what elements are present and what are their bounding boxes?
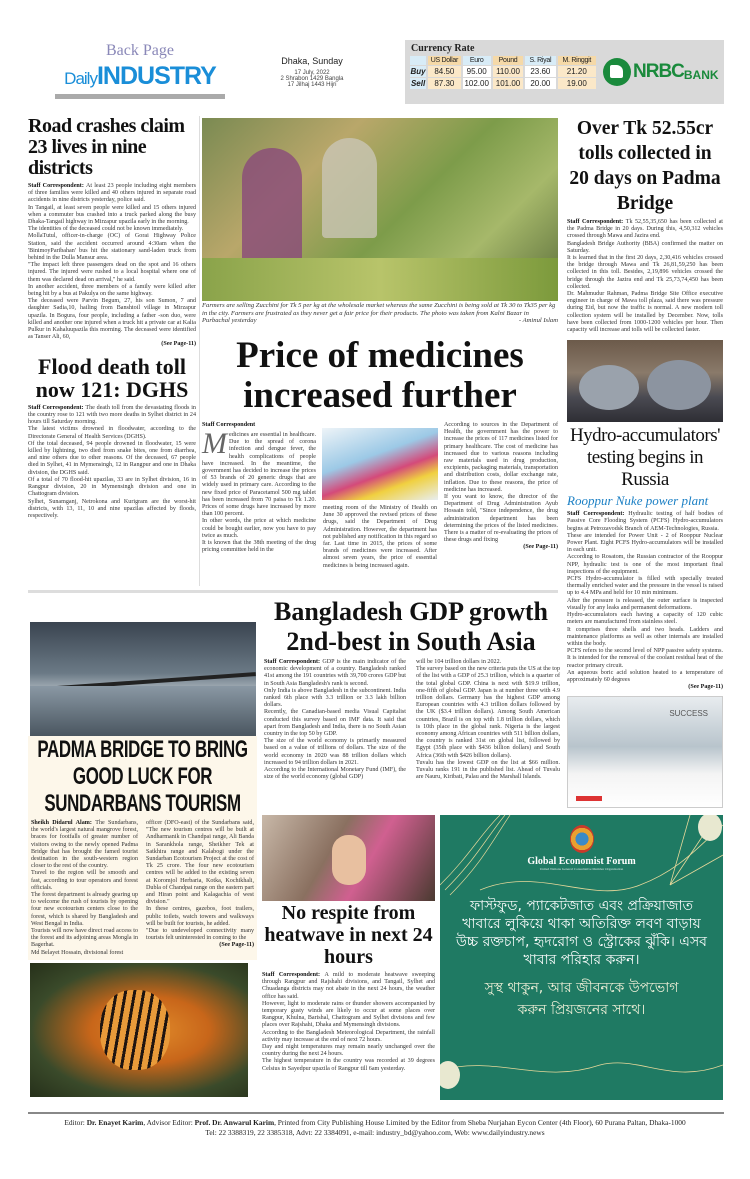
article-body <box>567 511 723 691</box>
bank-suffix: BANK <box>683 67 719 82</box>
masthead <box>55 42 225 107</box>
paragraph: Bangladesh Bridge Authority (BBA) confirmed the matter on Saturday. <box>567 240 723 254</box>
masthead-rule <box>55 94 225 99</box>
rate: 87.30 <box>428 78 460 89</box>
byline: Staff Correspondent <box>202 422 256 428</box>
photo-caption <box>202 302 558 325</box>
paragraph: "Due to undeveloped connectivity many tourists felt uninterested in coming to the <box>146 928 254 942</box>
article-body <box>28 405 196 520</box>
ad-org-subtitle: United Nations General Consultative Member Organization <box>539 867 624 871</box>
caption-text: Farmers are selling Zucchini for Tk 5 per kg at the wholesale market whereas the same Zucchini is being sold at Tk 30 to Tk35 per kg in the city. Farmers are frustrated as they never get a fair price for their products. The photo was taken from Kalni Bazar in Purbachal yesterday <box>202 302 556 325</box>
continue-link[interactable]: (See Page-11) <box>688 684 723 691</box>
paragraph: Recently, the Canadian-based media Visual Capitalist conducted this survey based on IMF data. It said that apart from Bangladesh and India, there is no South Asian country in the top 50 by GDP. <box>264 709 406 738</box>
left-column <box>28 116 196 520</box>
paragraph: The Sundarbans, the world's largest natural mangrove forest, braces for footfalls of greater number of visitors owing to the newly opened Padma Bridge that has brought the famed tourist destination in the south-western region closer to the rest of the country. <box>31 820 138 870</box>
section-divider <box>28 590 558 593</box>
row-label: Buy <box>410 67 426 76</box>
paragraph: Md Belayet Hossain, divisional forest <box>31 949 124 956</box>
paragraph: The size of the world economy is primarily measured based on a value of trillions of dollars. The size of the world economy in 2020 was 88 trillion dollars which increased to 94 trillion dollars in 2021. <box>264 738 406 766</box>
paragraph: Day and night temperatures may remain nearly unchanged over the country during the next 24 hours. <box>262 1044 435 1058</box>
headline-gdp[interactable]: Bangladesh GDP growth 2nd-best in South Asia <box>273 597 548 656</box>
paragraph: These are intended for Power Unit - 2 of Rooppur Nuclear Power Plant. Eight PCFS Hydro-accumulators will be installed in each unit. <box>567 532 723 554</box>
row-label: Sell <box>410 79 426 88</box>
paragraph: It is known that the 38th meeting of the drug pricing committee held in the <box>202 540 316 554</box>
byline: Staff Correspondent: <box>567 511 625 518</box>
subheadline: Rooppur Nuke power plant <box>567 493 709 509</box>
paragraph: edicines are essential in healthcare. Due to the spread of corona infection and dengue fever, the health complications of people have increased. In the meantime, the government has decided to increase the prices of 53 brands of 20 generic drugs that are widely used in primary care. According to the new fixed price of Paracetamol 500 mg tablet has been increased from 70 paisa to Tk 1.20. Prices of some drugs have increased by more than 100 percent. <box>202 432 316 518</box>
lead-photo-zucchini-market <box>202 118 558 301</box>
paragraph: According to sources in the Department of Health, the government has the power to increase the prices of 117 medicines listed for primary healthcare. The cost of medicine has increased due to various reasons including raw materials used in drug production, excipients, packaging materials, transportation and distribution costs, dollar exchange rate, inflation. Due to these reasons, the price of medicine has increased. <box>444 422 558 493</box>
byline: Staff Correspondent: <box>264 659 321 665</box>
paragraph: Tk 52,55,35,650 has been collected at the Padma Bridge in 20 days. During this, 4,50,312 vehicles crossed through Mawa and Jazira end. <box>567 219 723 240</box>
rate: 102.00 <box>464 79 489 88</box>
padma-bridge-photo <box>30 622 256 736</box>
side-advertisement[interactable] <box>567 696 723 808</box>
forum-emblem-icon <box>570 825 594 853</box>
ad-org-name: Global Economist Forum <box>527 856 636 867</box>
paragraphs <box>323 505 437 570</box>
article-padma-tolls <box>567 116 723 334</box>
paragraph: officer (DFO-east) of the Sundarbans said, "The new tourism centres will be built at Andharmanik in Chandpai range, Ali Banda in Sarankhola range, Sheikher Tek at Satkhira range and Kalabogi under the Sundarban Ecotourism Project at the cost of Tk 25 crore. The four new ecotourism centres will be added to the existing seven at Koromjol Herbaria, Kotka, Kochikhali, Dubla of Chandpai range on the eastern part and Hiran point and Kalagachia of west division." <box>146 820 254 906</box>
drop-cap: M <box>202 427 227 460</box>
paragraph: Tuvalu has the lowest GDP on the list at $66 million. Tuvalu ranks 191 in the published list. Ahead of Tuvalu are Nauru, Kiribati, Palau and the Marshall Islands. <box>416 759 560 781</box>
paragraph: The highest temperature in the country was recorded at 39 degrees Celsius in Sayedpur upazila of Rangpur till 6am yesterday. <box>262 1058 435 1072</box>
currency-header: M. Ringgit <box>558 56 596 65</box>
paragraphs <box>28 183 196 341</box>
contact-line: Tel: 22 3388319, 22 3385318, Advt: 22 3384091, e-mail: industry_bd@yahoo.com, Web: www.dailyindustry.news <box>205 1127 545 1137</box>
paragraph: Dr. Mahmudur Rahman, Padma Bridge Site Office executive engineer in charge of Mawa toll plaza, said there was pressure during Eid, but now the traffic is normal. A new modern toll collection system will be installed by December. Now, tolls have been collected from 1000-1200 vehicles per hour. Then capacity will increase and tolls will be collected faster. <box>567 291 723 334</box>
byline: Sheikh Didarul Alam: <box>31 820 92 826</box>
byline: Staff Correspondent: <box>567 219 624 225</box>
rate: 101.00 <box>493 78 523 89</box>
article-column <box>31 820 138 957</box>
headline[interactable]: Over Tk 52.55cr tolls collected in 20 days on Padma Bridge <box>569 118 721 214</box>
paragraphs <box>567 219 723 334</box>
heatwave-photo <box>262 815 435 901</box>
byline: Staff Correspondent: <box>28 404 84 411</box>
paragraph: According to Rosatom, the Russian contractor of the Rooppur NPP, hydraulic test is one of the most important final inspections of the equipment. <box>567 554 723 575</box>
article-hydro <box>567 425 723 691</box>
byline: Staff Correspondent: <box>28 183 84 189</box>
headline[interactable]: Hydro-accumulators' testing begins in Russia <box>569 425 721 491</box>
continue-link[interactable]: (See Page-11) <box>523 544 558 551</box>
paragraphs <box>146 820 254 942</box>
article-gdp <box>264 659 560 781</box>
paragraph: After the pressure is released, the outer surface is inspected visually for any leaks and permanent deformations. <box>567 597 723 611</box>
date-english: 17 July, 2022 <box>294 70 330 76</box>
paragraph: It is learned that in the first 20 days, 2,30,416 vehicles crossed the bridge through Mawa and Tk 26,81,59,250 has been collected in this toll. Besides, 2,19,896 vehicles crossed the bridge through the Jazira end and Tk 25,73,74,450 has been collected. <box>567 255 723 290</box>
currency-header: US Dollar <box>428 56 460 65</box>
paragraph: Of the total deceased, 94 people drowned in floodwater, 15 were killed by lightning, two died from snake bites, one from diarrhea, and nine others due to other reasons. Of the deceased, 67 people died in Sylhet, 41 in Mymensingh, 12 in Rangpur and one in Dhaka division, the DGHS said. <box>28 440 196 476</box>
bank-name: NRBC <box>633 61 684 82</box>
footer-rule <box>28 1112 724 1114</box>
rate: 84.50 <box>428 66 460 77</box>
rate: 110.00 <box>493 66 523 77</box>
label: , Advisor Editor: <box>143 1118 193 1127</box>
article-column <box>146 820 254 957</box>
currency-header: S. Riyal <box>525 56 555 65</box>
currency-header: Euro <box>463 56 491 65</box>
paragraph: The survey based on the new criteria puts the US at the top of the list with a GDP of 25.3 trillion, which is a quarter of the total global GDP. China is next with $19.9 trillion, one-fifth of global GDP. Japan is at number three with 4.9 trillion dollars. Germany has the highest GDP among European countries with 4.3 trillion dollars followed by the UK ($3.4 trillion dollars). Among South American countries, Brazil is on top with 1.8 trillion dollars, which is 10th place in the global rank. Nigeria is the largest economy among African countries with 511 billion dollars, the country is ranked 31st on global list, followed by Egypt (35th place with $436 billion dollars) and South Africa (36th with $426 billion dollars). <box>416 666 560 759</box>
ad-tagline: SUCCESS <box>669 709 708 719</box>
paragraph: Only India is above Bangladesh in the subcontinent. India ranked 6th place with 3.3 trillion or 3.3 lakh billion dollars. <box>264 687 406 709</box>
article-heatwave <box>262 902 435 1073</box>
logo-industry: INDUSTRY <box>96 62 216 90</box>
date-bangla: 2 Shrabon 1429 Bangla <box>280 76 344 82</box>
footer-imprint <box>0 1118 750 1137</box>
photo-credit: - Aminul Islam <box>518 317 558 325</box>
continue-link[interactable]: (See Page-11) <box>161 341 196 348</box>
paragraph: However, light to moderate rains or thunder showers accompanied by temporary gusty winds are likely to occur at some places over Rangpur, Khulna, Barishal, Chattogram and Sylhet divisions and few places over Rajshahi, Dhaka and Mymensingh divisions. <box>262 1000 435 1029</box>
advisor-name: Prof. Dr. Anwarul Karim <box>194 1118 275 1127</box>
paragraphs <box>28 405 196 520</box>
paragraph: The identities of the deceased could not be known immediately. <box>28 226 184 233</box>
paragraph: According to the Bangladesh Meteorological Department, the rainfall activity may increase at the end of next 72 hours. <box>262 1029 435 1043</box>
paragraph: According to the International Monetary Fund (IMF), the size of the world economy (global GDP) <box>264 767 406 781</box>
paragraph: PCFS Hydro-accumulator is filled with specially treated thermally enriched water and the pressure in the vessel is raised up to 4.4 MPa and held for 10 min minimum. <box>567 576 723 597</box>
label: Editor: <box>64 1118 85 1127</box>
headline[interactable]: PADMA BRIDGE TO BRING GOOD LUCK FOR SUNDARBANS TOURISM <box>37 736 248 817</box>
headline[interactable]: No respite from heatwave in next 24 hours <box>264 902 433 968</box>
article-body <box>28 183 196 349</box>
currency-title: Currency Rate <box>411 43 475 54</box>
health-advertisement[interactable] <box>440 815 723 1100</box>
article-column <box>264 659 406 781</box>
medicine-photo <box>322 428 438 500</box>
article-column <box>416 659 560 781</box>
paragraph: MollaTutul, officer-in-charge (OC) of Gorai Highway Police Station, said the accident occurred around 4:30am when the 'BinimoyParibahan' bus hit the stationary sand-laden truck from behind in the Dulla Mansur area. <box>28 233 196 262</box>
headline[interactable]: Flood death toll now 121: DGHS <box>35 353 189 402</box>
article-flood <box>28 355 196 520</box>
paragraph: Hydro-accumulators each having a capacity of 120 cubic meters are manufactured from stainless steel. <box>567 612 723 626</box>
rate: 21.20 <box>558 66 596 77</box>
currency-header: Pound <box>493 56 523 65</box>
paragraph: An aqueous boric acid solution heated to a temperature of approximately 60 degrees <box>567 669 723 683</box>
column-divider <box>199 116 200 586</box>
paragraph: will be 104 trillion dollars in 2022. <box>416 659 502 665</box>
paragraph: At least 23 people including eight members of three families were killed and 40 others injured in separate road accidents in nine districts yesterday, police said. <box>28 183 196 204</box>
editor-name: Dr. Enayet Karim <box>86 1118 144 1127</box>
paragraph: PCFS refers to the second level of NPP passive safety systems. It is intended for the removal of the coolant residual heat of the reactor primary circuit. <box>567 648 723 669</box>
hydro-accumulator-photo <box>567 340 723 422</box>
newspaper-logo <box>55 62 225 91</box>
paragraph: If you want to know, the director of the Department of Drug Administration Ayub Hossain told, "Since independence, the drug administration department has been determining the prices of the listed medicines. There is a matter of re-evaluating the prices of these drugs and fixing <box>444 494 558 544</box>
byline: Staff Correspondent: <box>262 972 321 978</box>
article-padma-tourism <box>28 736 257 960</box>
ad-slogan: সুস্থ থাকুন, আর জীবনকে উপভোগ করুন প্রিয়জনের সাথে। <box>484 980 679 1018</box>
ad-logo <box>576 796 602 801</box>
imprint-text: , Printed from City Publishing House Limited by the Editor from Sheba Nurjahan Eycon Center (4th Floor), 60 Purana Paltan, Dhaka-1000 <box>274 1118 686 1127</box>
paragraphs <box>444 422 558 544</box>
paragraph: Of a total of 70 flood-hit upazilas, 33 are in Sylhet division, 16 in Rangpur division, 20 in Mymensingh division and one in Chattogram division. <box>28 476 196 498</box>
paragraph: GDP is the main indicator of the economic development of a country. Bangladesh ranked 41st among the 191 countries with 39,700 crores GDP but in South Asia Bangladesh's rank is second. <box>264 659 406 687</box>
logo-daily: Daily <box>64 69 97 88</box>
paragraphs <box>262 972 435 1073</box>
article-road-crashes <box>28 116 196 349</box>
article-column <box>323 505 437 570</box>
date-hijri: 17 Jilhaj 1443 Hijri <box>287 82 337 88</box>
paragraphs <box>264 659 406 781</box>
paragraph: A mild to moderate heatwave sweeping through Rangpur and Rajshahi divisions, and Tangail, Sylhet and Chuadanga districts may not abate in the next 24 hours, the weather office has said. <box>262 972 435 1000</box>
paragraph: The deceased were Parvin Begum, 27, his son Sumon, 7 and daughter Sadia,10, hailing from Banshtoil village in Mirzapur upazila. In Bogura, four people, including a father -son duo, were killed and another one injured when a truck hit a private car at Kalia Pulkur in Kahaluupazila this morning. The deceased were identified as Tanser Ali, 60, <box>28 298 196 341</box>
city-day: Dhaka, Sunday <box>281 56 343 66</box>
headline[interactable]: Road crashes claim 23 lives in nine districts <box>28 115 185 179</box>
article-column <box>444 422 558 552</box>
article-body <box>567 219 723 334</box>
ad-message: ফাস্টফুড, প্যাকেটজাত এবং প্রক্রিয়াজাত খাবারে লুকিয়ে থাকা অতিরিক্ত লবণ বাড়ায় উচ্চ রক্তচাপ, হৃদরোগ ও স্ট্রোকের ঝুঁকি। এসব খাবার পরিহার করুন। <box>456 898 707 968</box>
paragraph: The death toll from the devastating floods in the country rose to 121 with two more deaths in Sylhet district in 24 hours till Saturday morning. <box>28 404 196 426</box>
paragraph: Hydraulic testing of half bodies of Passive Core Flooding System (PCFS) Hydro-accumulators begins at Petrozavodsk Branch of AEM-Technologies, Russia. <box>567 511 723 532</box>
currency-rate-box <box>405 40 724 104</box>
paragraph: The forest department is already gearing up to welcome the rush of tourists by opening four new ecotourism centers close to the forest, which is shared by Bangladesh and West Bengal in India. <box>31 892 138 927</box>
paragraph: In another accident, three members of a family were killed after being hit by a bus at Pakulya on the same highway. <box>28 283 196 298</box>
paragraph: "The impact left three passengers dead on the spot and 16 others injured. The injured were rushed to a local hospital where one of them was declared dead on arrival," he said. <box>28 262 196 283</box>
paragraphs <box>416 659 560 781</box>
paragraph: It comprises three shells and two heads. Ladders and maintenance platforms as well as other internals are installed within the body. <box>567 626 723 647</box>
paragraph: Travel to the region will be smooth and fast, according to tour operators and forest officials. <box>31 870 138 891</box>
rate: 19.00 <box>558 78 596 89</box>
currency-table <box>408 55 598 90</box>
paragraph: Sylhet, Sunamganj, Netrokona and Kurigram are the worst-hit districts, with 13, 11, 10 and nine upazilas affected by floods, respectively. <box>28 498 196 519</box>
rate: 23.60 <box>525 66 555 77</box>
continue-link[interactable]: (See Page-11) <box>219 942 254 949</box>
article-column <box>202 427 316 554</box>
date-block <box>262 56 362 88</box>
article-body <box>262 972 435 1073</box>
rate: 95.00 <box>463 66 491 77</box>
headline-medicines[interactable]: Price of medicines increased further <box>236 335 524 416</box>
section-label: Back Page <box>106 42 174 59</box>
paragraph: In Tangail, at least seven people were killed and 15 others injured when a commuter bus crashed into a truck parked along the busy Dhaka-Tangail highway in Mirzapur upazila early in the morning. <box>28 204 196 226</box>
nrbc-bank-logo <box>603 58 719 86</box>
tiger-photo <box>30 963 248 1097</box>
bank-emblem-icon <box>603 58 631 86</box>
paragraphs <box>567 511 723 684</box>
paragraph: In these centres, gazebos, foot trailers, public toilets, watch towers and walkways will be built for tourists, he added. <box>146 906 254 927</box>
paragraph: In other words, the price at which medicine could be bought earlier, now you have to pay twice as much. <box>202 518 316 539</box>
paragraphs <box>31 820 138 957</box>
paragraph: Tourists will now have direct road access to the forest and its adjoining areas Mongla in Bagerhat. <box>31 928 138 949</box>
paragraph: meeting room of the Ministry of Health on June 30 approved the revised prices of these drugs, said the Department of Drug Administration. However, the department has not published any notification in this regard so far. Last time in 2015, the prices of some brands of medicines were increased. After almost seven years, the price of essential medicines is being increased again. <box>323 505 437 569</box>
article-medicines <box>202 422 558 577</box>
rate: 20.00 <box>525 78 555 89</box>
left-lower-column <box>28 622 257 1097</box>
right-column <box>567 116 723 808</box>
paragraph: The latest victims drowned in floodwater, according to the Directorate General of Health Services (DGHS). <box>28 426 196 440</box>
